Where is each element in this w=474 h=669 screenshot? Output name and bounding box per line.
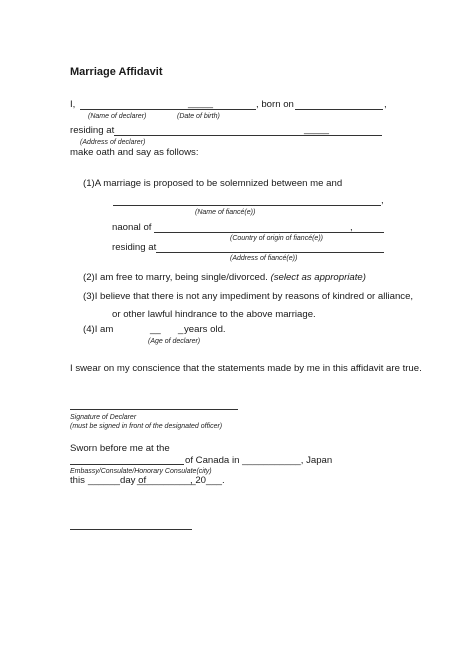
clause-4-suffix: years old. [184,324,226,335]
residing-label: residing at [70,125,115,136]
fiance-name-end-punct: , [381,195,384,206]
clause-4-prefix: (4)I am [83,324,114,335]
year-label: , 20___. [190,475,225,486]
signature-caption: Signature of Declarer [70,414,137,421]
fiance-name-caption: (Name of fiancé(e)) [195,209,256,216]
of-canada-text: of Canada in ___________, Japan [185,455,333,466]
declarer-address-caption: (Address of declarer) [80,139,146,146]
sworn-before-text: Sworn before me at the [70,443,170,454]
declarer-address-field[interactable] [114,135,382,136]
clause-1-text: (1)A marriage is proposed to be solemnized between me and [83,178,343,189]
dob-caption: (Date of birth) [177,113,220,120]
fiance-country-caption: (Country of origin of fiancé(e)) [230,235,323,242]
clause-2-text [83,272,366,284]
clause-3-line-2: or other lawful hindrance to the above marriage. [112,309,316,320]
nationality-label: naonal of [112,222,152,233]
clause-3-line-1: (3)I believe that there is not any impediment by reasons of kindred or alliance, [83,291,414,302]
signature-note: (must be signed in front of the designated officer) [70,423,223,430]
fiance-residing-label: residing at [112,242,157,253]
dob-blank-marks: _____ [188,98,214,108]
dob-field[interactable] [295,109,383,110]
declarer-name-caption: (Name of declarer) [88,113,147,120]
clause-2-note: (select as appropriate) [270,272,366,283]
clause-2-main: (2)I am free to marry, being single/divorced. [83,272,268,283]
page-title: Marriage Affidavit [70,66,163,78]
swear-statement: I swear on my conscience that the statements made by me in this affidavit are true. [70,363,422,374]
sworn-place-field[interactable] [70,464,184,465]
address-blank-marks: _____ [304,124,330,134]
oath-text: make oath and say as follows: [70,147,199,158]
declarer-prefix: I, [70,99,76,110]
fiance-address-caption: (Address of fiancé(e)) [230,255,298,262]
this-label: this [70,475,85,486]
dob-end-punct: , [384,99,387,110]
signature-line[interactable] [70,409,238,410]
sworn-place-caption: Embassy/Consulate/Honorary Consulate(city) [70,468,212,475]
born-on-label: , born on [256,99,294,110]
declarer-name-field[interactable] [80,109,256,110]
age-blank-1[interactable]: __ [150,324,161,335]
month-blank[interactable]: ___________ [137,475,196,486]
day-of-label: ______day of [88,475,147,486]
nationality-punct: , [350,222,353,233]
age-blank-2[interactable]: _ [178,324,184,335]
age-caption: (Age of declarer) [148,338,201,345]
fiance-name-field[interactable] [113,205,381,206]
fiance-address-field[interactable] [156,252,384,253]
officer-signature-line[interactable] [70,529,192,530]
